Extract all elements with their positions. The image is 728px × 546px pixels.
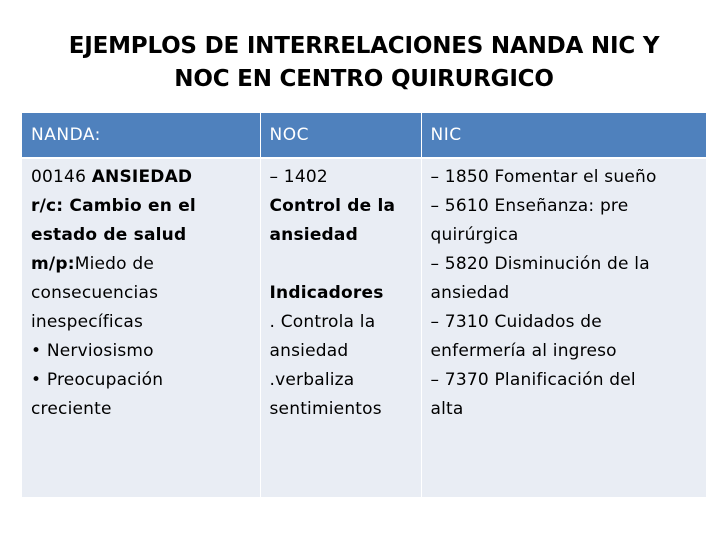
nic-line-9: alta xyxy=(430,399,464,419)
noc-cell xyxy=(260,158,421,497)
noc-code: – 1402 xyxy=(269,167,328,187)
nanda-label: ANSIEDAD xyxy=(91,167,193,187)
nanda-mp-line-3: inespecíficas xyxy=(31,312,144,332)
nic-line-7: enfermería al ingreso xyxy=(430,341,617,361)
nic-cell xyxy=(421,158,706,497)
table-row xyxy=(22,158,706,497)
nanda-diagnosis xyxy=(31,163,256,192)
slide-title xyxy=(20,30,708,96)
nanda-mp-text: Miedo de xyxy=(74,254,154,274)
interrelations-table xyxy=(22,113,706,497)
noc-spacer xyxy=(270,250,417,279)
nanda-mp-label: m/p: xyxy=(31,254,75,274)
nanda-code: 00146 xyxy=(31,167,92,187)
table-header-row xyxy=(22,113,706,158)
nanda-cell xyxy=(22,158,260,497)
nanda-rc-line-1: r/c: Cambio en el xyxy=(31,196,196,216)
nic-line-4: – 5820 Disminución de la xyxy=(430,254,650,274)
nanda-mp-line-2: consecuencias xyxy=(31,283,159,303)
noc-title-line-2: ansiedad xyxy=(269,225,358,245)
nic-line-6: – 7310 Cuidados de xyxy=(430,312,602,332)
noc-indicator-1-line-2: ansiedad xyxy=(269,341,349,361)
nanda-bullet-1: • Nerviosismo xyxy=(31,341,154,361)
header-nanda: NANDA: xyxy=(22,113,260,158)
noc-indicator-1-line-1: . Controla la xyxy=(269,312,376,332)
header-nic: NIC xyxy=(421,113,706,158)
nanda-bullet-2-line-1: • Preocupación xyxy=(31,370,164,390)
nic-line-3: quirúrgica xyxy=(430,225,519,245)
nanda-mp xyxy=(31,250,256,279)
title-line-2: NOC EN CENTRO QUIRURGICO xyxy=(174,66,554,92)
nic-line-5: ansiedad xyxy=(430,283,510,303)
noc-indicator-2-line-1: .verbaliza xyxy=(269,370,355,390)
noc-indicators-label: Indicadores xyxy=(269,283,384,303)
noc-indicator-2-line-2: sentimientos xyxy=(269,399,382,419)
nic-line-1: – 1850 Fomentar el sueño xyxy=(430,167,657,187)
nanda-bullet-2-line-2: creciente xyxy=(31,399,112,419)
noc-title-line-1: Control de la xyxy=(269,196,396,216)
nic-line-8: – 7370 Planificación del xyxy=(430,370,636,390)
nanda-rc-line-2: estado de salud xyxy=(31,225,187,245)
nic-line-2: – 5610 Enseñanza: pre xyxy=(430,196,629,216)
title-line-1: EJEMPLOS DE INTERRELACIONES NANDA NIC Y xyxy=(68,33,660,59)
header-noc: NOC xyxy=(260,113,421,158)
